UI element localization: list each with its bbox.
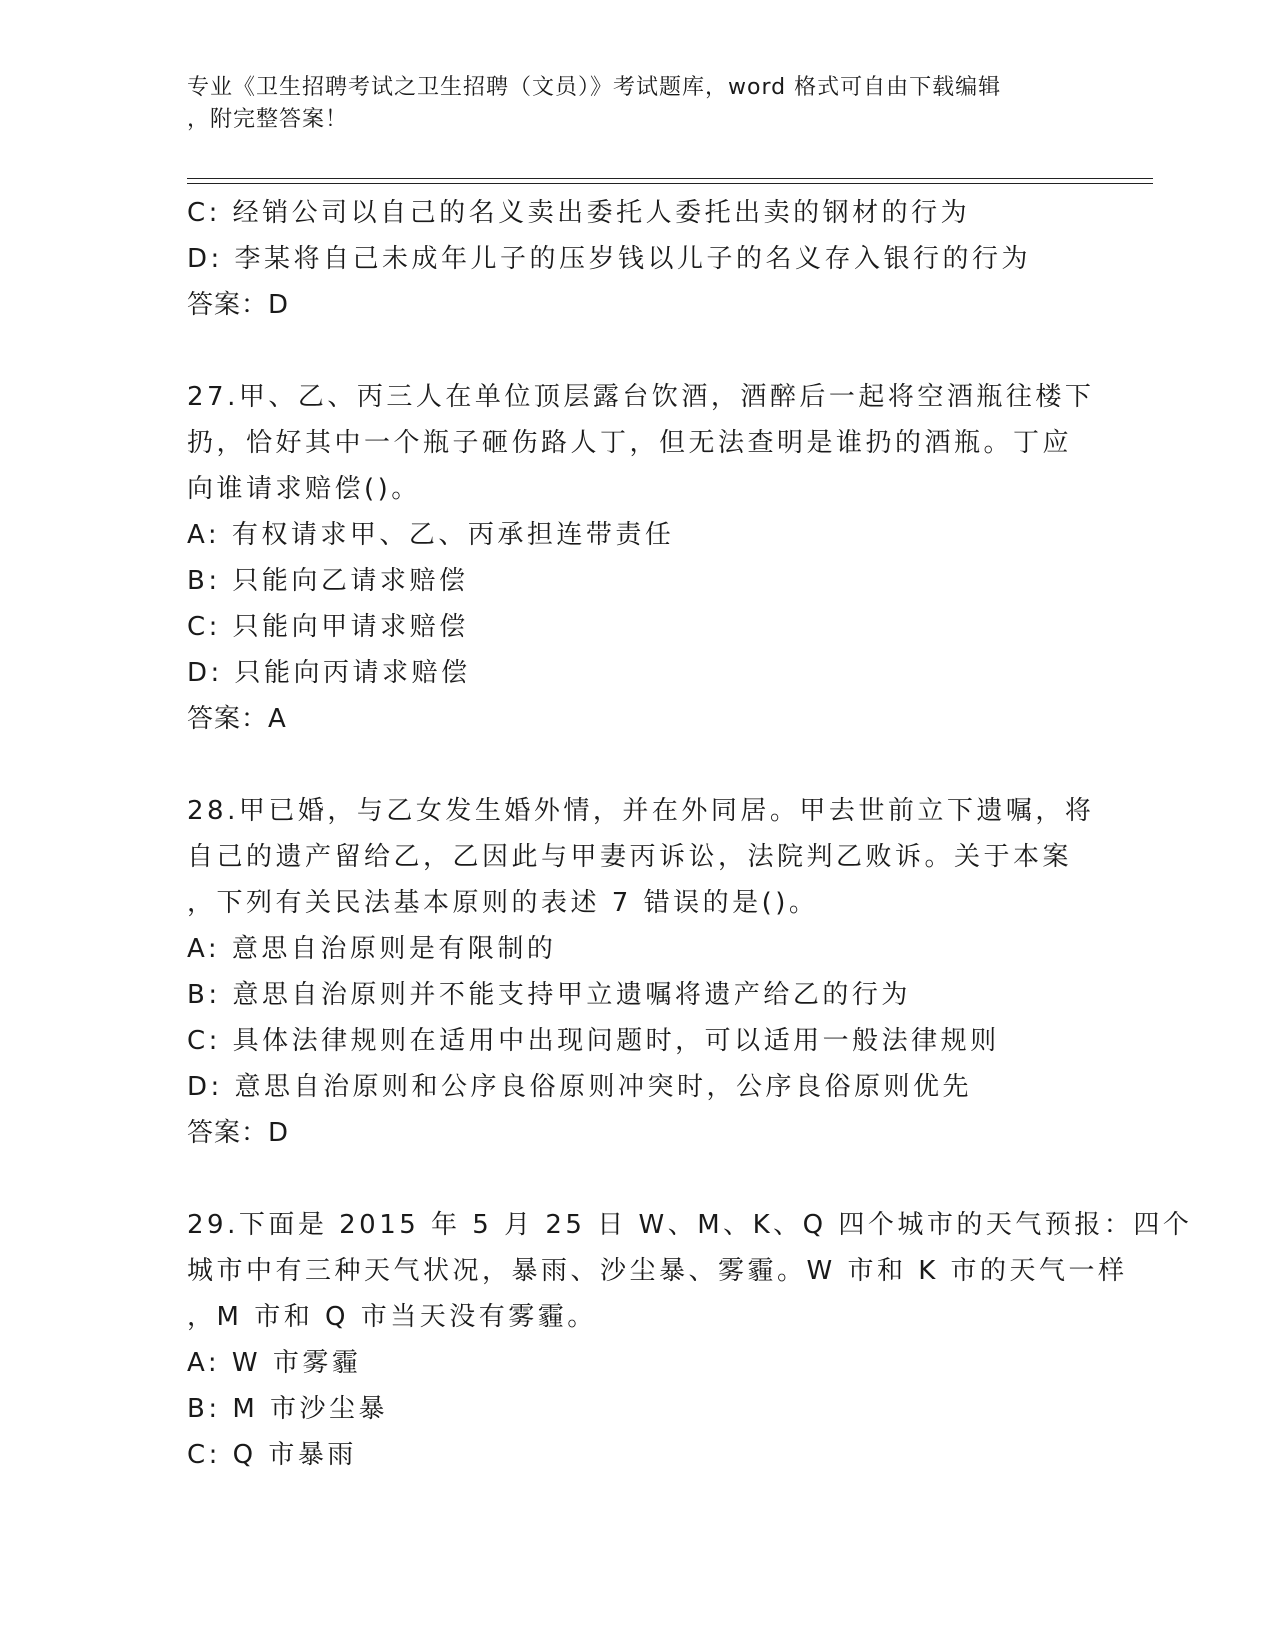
- question-text-line: ，下列有关民法基本原则的表述 7 错误的是()。: [187, 888, 819, 918]
- option-b: B: 只能向乙请求赔偿: [187, 566, 469, 596]
- question-29: [187, 1202, 1193, 1478]
- question-28: [187, 788, 1095, 1156]
- question-text-line: ，M 市和 Q 市当天没有雾霾。: [187, 1302, 597, 1332]
- header-rule-top: [187, 178, 1153, 179]
- header-line-1: 专业《卫生招聘考试之卫生招聘（文员）》考试题库，word 格式可自由下载编辑: [187, 75, 1002, 100]
- question-text-line: 城市中有三种天气状况，暴雨、沙尘暴、雾霾。W 市和 K 市的天气一样: [187, 1256, 1128, 1286]
- question-text-line: 向谁请求赔偿()。: [187, 474, 421, 504]
- option-a: A: 意思自治原则是有限制的: [187, 934, 557, 964]
- option-c: C: 经销公司以自己的名义卖出委托人委托出卖的钢材的行为: [187, 198, 971, 228]
- question-list: [187, 190, 1193, 1478]
- question-text-line: 29.下面是 2015 年 5 月 25 日 W、M、K、Q 四个城市的天气预报：四个: [187, 1210, 1193, 1240]
- answer: 答案：D: [187, 1118, 290, 1148]
- question-text-line: 28.甲已婚，与乙女发生婚外情，并在外同居。甲去世前立下遗嘱，将: [187, 796, 1095, 826]
- option-c: C: 只能向甲请求赔偿: [187, 612, 469, 642]
- option-c: C: 具体法律规则在适用中出现问题时，可以适用一般法律规则: [187, 1026, 1000, 1056]
- option-a: A: W 市雾霾: [187, 1348, 362, 1378]
- question-text-line: 27.甲、乙、丙三人在单位顶层露台饮酒，酒醉后一起将空酒瓶往楼下: [187, 382, 1095, 412]
- option-b: B: M 市沙尘暴: [187, 1394, 389, 1424]
- option-c: C: Q 市暴雨: [187, 1440, 357, 1470]
- option-d: D: 只能向丙请求赔偿: [187, 658, 471, 688]
- header-rule-bottom: [187, 183, 1153, 184]
- question-text-line: 扔，恰好其中一个瓶子砸伤路人丁，但无法查明是谁扔的酒瓶。丁应: [187, 428, 1073, 458]
- answer: 答案：A: [187, 704, 287, 734]
- question-27: [187, 374, 1095, 742]
- header-line-2: ，附完整答案！: [187, 107, 349, 132]
- option-b: B: 意思自治原则并不能支持甲立遗嘱将遗产给乙的行为: [187, 980, 911, 1010]
- answer: 答案：D: [187, 290, 290, 320]
- option-a: A: 有权请求甲、乙、丙承担连带责任: [187, 520, 675, 550]
- question-26-tail: [187, 190, 1087, 328]
- option-d: D: 意思自治原则和公序良俗原则冲突时，公序良俗原则优先: [187, 1072, 973, 1102]
- option-d: D: 李某将自己未成年儿子的压岁钱以儿子的名义存入银行的行为: [187, 244, 1032, 274]
- document-header: [187, 72, 1067, 136]
- question-text-line: 自己的遗产留给乙，乙因此与甲妻丙诉讼，法院判乙败诉。关于本案: [187, 842, 1073, 872]
